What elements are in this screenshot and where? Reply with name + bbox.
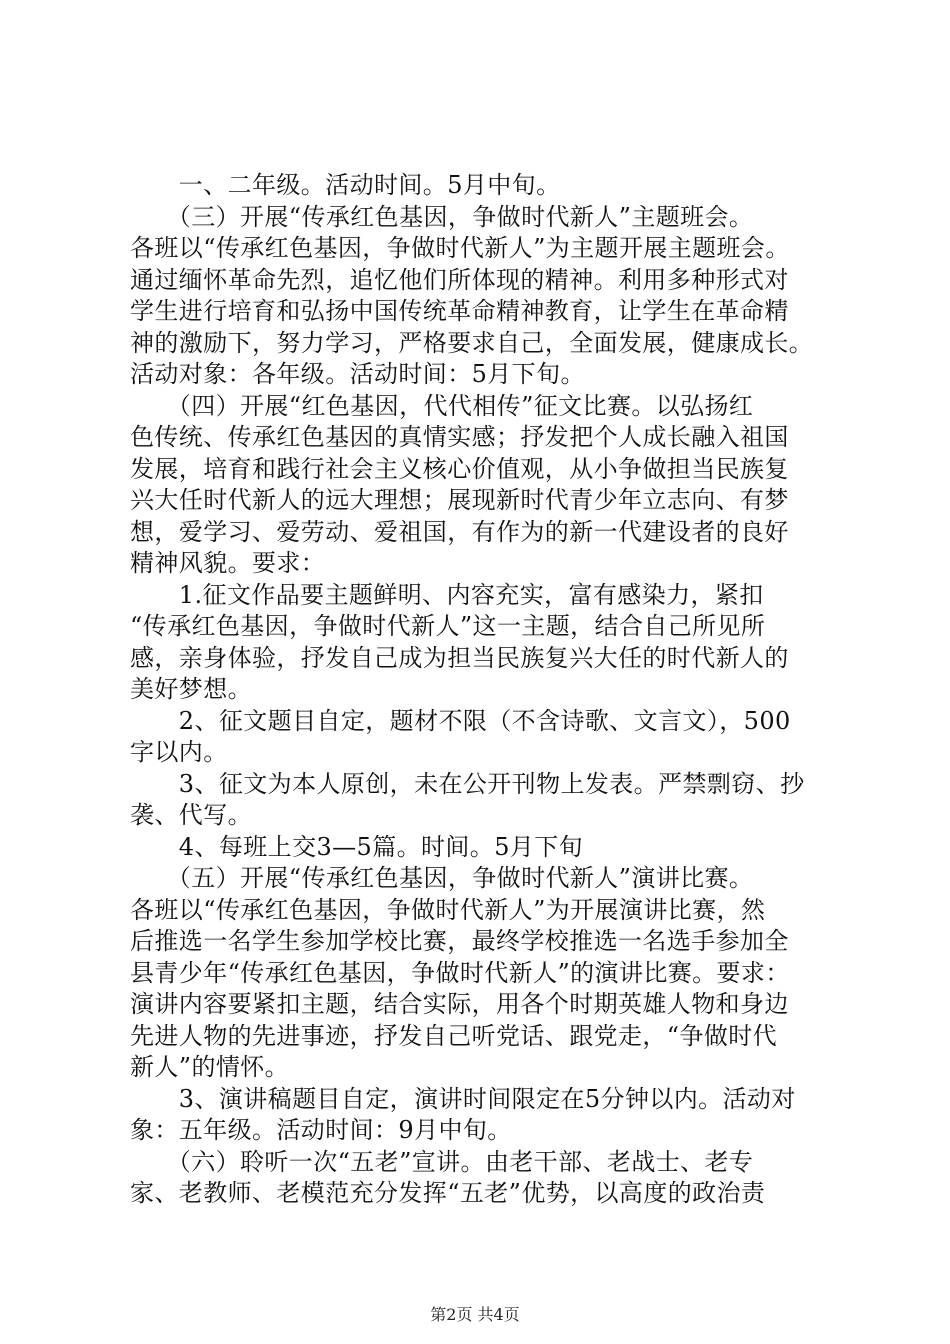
text-line: 活动对象：各年级。活动时间：5月下旬。 bbox=[130, 360, 585, 388]
text-line: 后推选一名学生参加学校比赛，最终学校推选一名选手参加全 bbox=[130, 927, 789, 955]
text-line: 想，爱学习、爱劳动、爱祖国，有作为的新一代建设者的良好 bbox=[130, 517, 789, 546]
text-line: 象：五年级。活动时间：9月中旬。 bbox=[130, 1116, 512, 1144]
text-line: 色传统、传承红色基因的真情实感；抒发把个人成长融入祖国 bbox=[130, 423, 789, 451]
text-line: 学生进行培育和弘扬中国传统革命精神教育，让学生在革命精 bbox=[130, 297, 789, 325]
document-body bbox=[130, 170, 830, 1210]
text-line: 各班以“传承红色基因，争做时代新人”为开展演讲比赛，然 bbox=[130, 895, 766, 924]
text-line: 兴大任时代新人的远大理想；展现新时代青少年立志向、有梦 bbox=[130, 486, 789, 514]
text-line: （四）开展“红色基因，代代相传”征文比赛。以弘扬红 bbox=[130, 391, 754, 420]
text-line: 2、征文题目自定，题材不限（不含诗歌、文言文），500 bbox=[130, 706, 791, 735]
text-line: 3、征文为本人原创，未在公开刊物上发表。严禁剽窃、抄 bbox=[130, 769, 805, 798]
text-line: 县青少年“传承红色基因，争做时代新人”的演讲比赛。要求： bbox=[130, 958, 790, 987]
text-line: （五）开展“传承红色基因，争做时代新人”演讲比赛。 bbox=[130, 864, 754, 892]
text-line: 发展，培育和践行社会主义核心价值观，从小争做担当民族复 bbox=[130, 454, 789, 483]
text-line: 各班以“传承红色基因，争做时代新人”为主题开展主题班会。 bbox=[130, 234, 790, 262]
page-number-footer: 第2页 共4页 bbox=[430, 1305, 520, 1324]
text-line: 精神风貌。要求： bbox=[130, 549, 326, 577]
text-line: 1.征文作品要主题鲜明、内容充实，富有感染力，紧扣 bbox=[130, 580, 764, 609]
text-line: 美好梦想。 bbox=[130, 675, 252, 703]
text-line: “传承红色基因，争做时代新人”这一主题，结合自己所见所 bbox=[130, 612, 766, 640]
text-line: 通过缅怀革命先烈，追忆他们所体现的精神。利用多种形式对 bbox=[130, 265, 789, 294]
text-line: 字以内。 bbox=[130, 738, 228, 766]
text-line: （六）聆听一次“五老”宣讲。由老干部、老战士、老专 bbox=[130, 1147, 754, 1176]
text-line: 3、演讲稿题目自定，演讲时间限定在5分钟以内。活动对 bbox=[130, 1084, 796, 1113]
text-line: 演讲内容要紧扣主题，结合实际，用各个时期英雄人物和身边 bbox=[130, 990, 789, 1018]
text-line: 先进人物的先进事迹，抒发自己听党话、跟党走，“争做时代 bbox=[130, 1021, 778, 1050]
text-line: 家、老教师、老模范充分发挥“五老”优势，以高度的政治责 bbox=[130, 1179, 766, 1207]
text-line: 新人”的情怀。 bbox=[130, 1053, 290, 1081]
text-line: 一、二年级。活动时间。5月中旬。 bbox=[130, 171, 561, 199]
text-line: 神的激励下，努力学习，严格要求自己，全面发展，健康成长。 bbox=[130, 328, 814, 357]
text-line: （三）开展“传承红色基因，争做时代新人”主题班会。 bbox=[130, 202, 754, 231]
text-line: 4、每班上交3—5篇。时间。5月下旬 bbox=[130, 832, 584, 861]
text-line: 感，亲身体验，抒发自己成为担当民族复兴大任的时代新人的 bbox=[130, 643, 789, 672]
text-line: 袭、代写。 bbox=[130, 801, 252, 829]
